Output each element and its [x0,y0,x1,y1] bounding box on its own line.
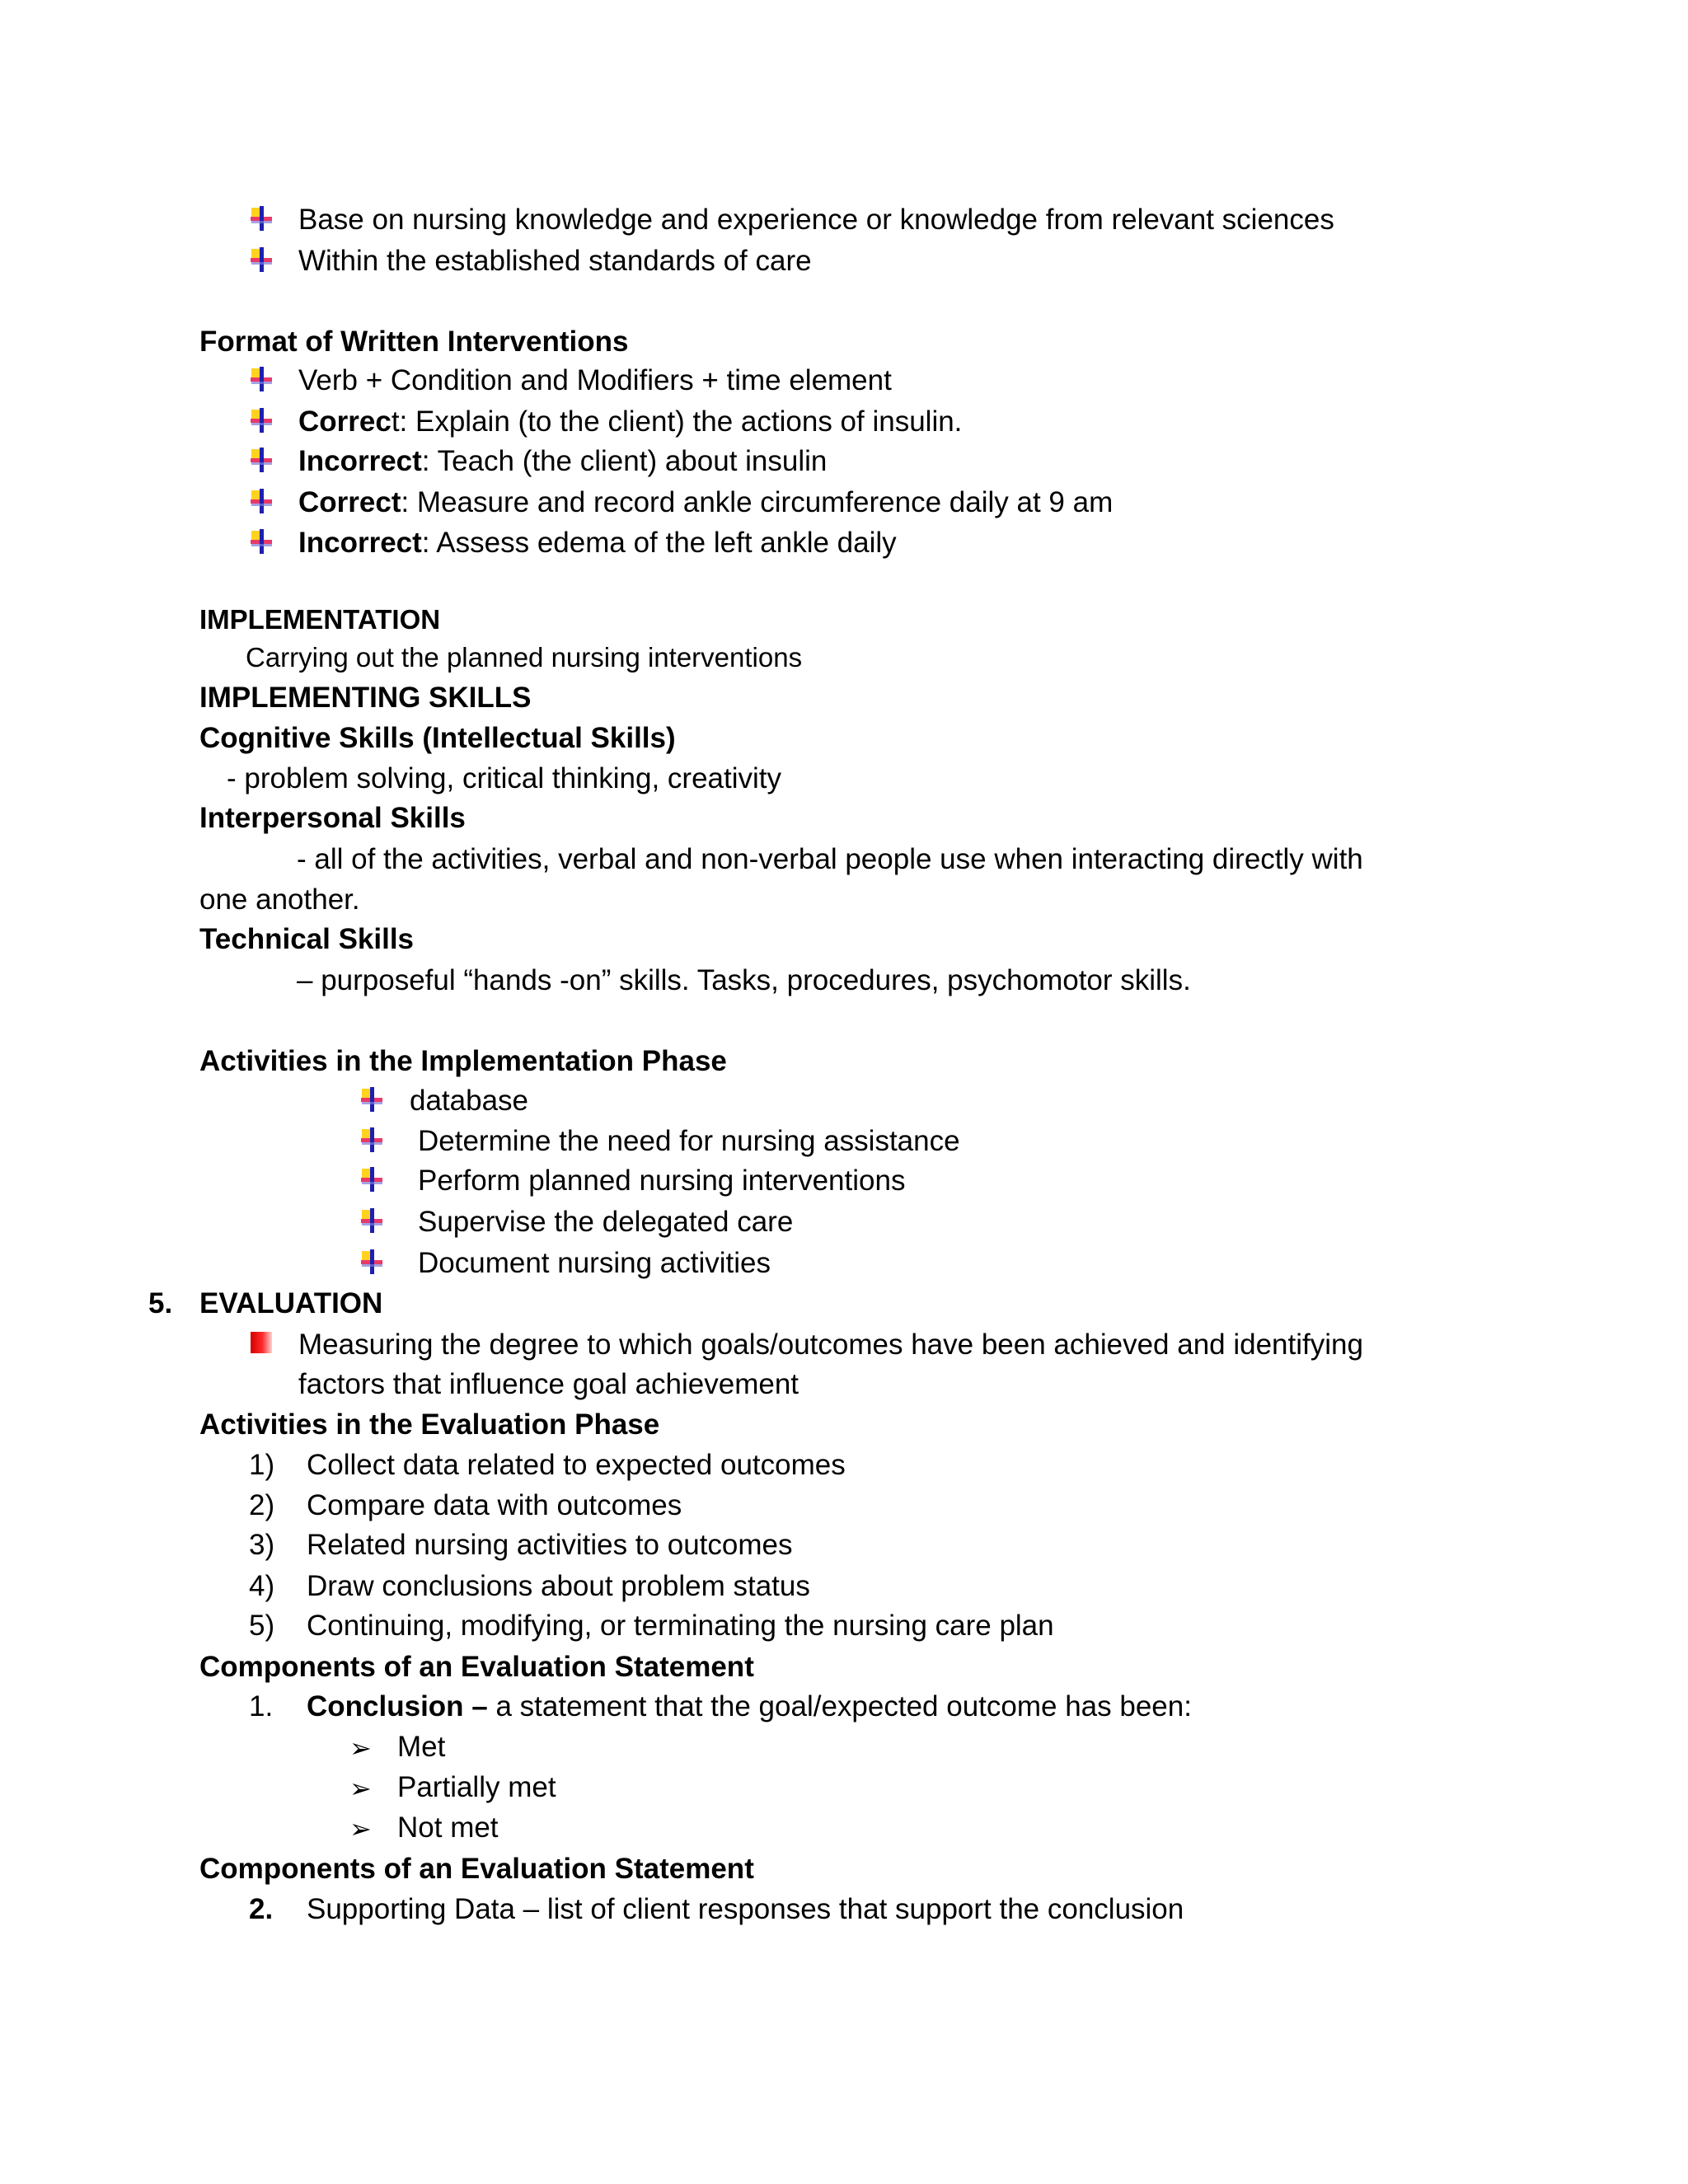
evaluation-definition-cont: factors that influence goal achievement [298,1368,799,1400]
criteria-item: Base on nursing knowledge and experience or knowledge from relevant sciences [298,204,1334,236]
arrow-bullet-icon: ➢ [349,1814,372,1844]
format-item: Incorrect: Assess edema of the left ankle daily [298,527,897,559]
conclusion-option: Met [397,1731,446,1763]
evaluation-activity: Compare data with outcomes [307,1489,682,1521]
technical-skills-heading: Technical Skills [199,923,415,955]
conclusion-option: Partially met [397,1771,556,1803]
conclusion-number: 1. [249,1690,274,1722]
evaluation-activity-number: 1) [249,1449,275,1481]
evaluation-activity-number: 5) [249,1610,275,1642]
format-heading: Format of Written Interventions [199,326,629,358]
evaluation-activity: Related nursing activities to outcomes [307,1529,793,1561]
format-item: Correct: Measure and record ankle circumference daily at 9 am [298,486,1114,518]
format-item: Correct: Explain (to the client) the actions of insulin. [298,405,963,438]
plus-bullet-icon [249,446,274,474]
cognitive-skills-text: - problem solving, critical thinking, creativity [227,762,782,794]
implementation-activity: Perform planned nursing interventions [418,1165,906,1197]
implementation-activity: database [410,1085,529,1117]
evaluation-activity: Continuing, modifying, or terminating the nursing care plan [307,1610,1054,1642]
evaluation-activities-heading: Activities in the Evaluation Phase [199,1408,660,1441]
evaluation-definition: Measuring the degree to which goals/outcomes have been achieved and identifying [298,1329,1363,1361]
cognitive-skills-heading: Cognitive Skills (Intellectual Skills) [199,722,676,754]
plus-bullet-icon [359,1085,384,1113]
implementation-activity: Supervise the delegated care [418,1206,794,1238]
implementation-activity: Document nursing activities [418,1247,771,1279]
interpersonal-skills-text-cont: one another. [199,883,360,916]
evaluation-activity-number: 4) [249,1570,275,1602]
plus-bullet-icon [249,487,274,515]
evaluation-activity-number: 3) [249,1529,275,1561]
components-heading: Components of an Evaluation Statement [199,1853,754,1885]
red-square-bullet-icon [251,1332,272,1353]
components-heading: Components of an Evaluation Statement [199,1651,754,1683]
evaluation-activity: Collect data related to expected outcomes [307,1449,846,1481]
supporting-data-number: 2. [249,1893,274,1925]
arrow-bullet-icon: ➢ [349,1774,372,1803]
plus-bullet-icon [249,406,274,434]
technical-skills-text: – purposeful “hands -on” skills. Tasks, procedures, psychomotor skills. [297,964,1191,996]
evaluation-activity: Draw conclusions about problem status [307,1570,810,1602]
plus-bullet-icon [359,1207,384,1235]
evaluation-number: 5. [148,1287,173,1319]
implementation-activity: Determine the need for nursing assistance [418,1125,960,1157]
plus-bullet-icon [359,1165,384,1193]
supporting-data-line: Supporting Data – list of client responses that support the conclusion [307,1893,1184,1925]
plus-bullet-icon [249,246,274,274]
implementation-heading: IMPLEMENTATION [199,604,441,635]
plus-bullet-icon [249,527,274,555]
conclusion-option: Not met [397,1811,499,1844]
arrow-bullet-icon: ➢ [349,1733,372,1763]
implementation-activities-heading: Activities in the Implementation Phase [199,1045,727,1077]
plus-bullet-icon [359,1248,384,1276]
format-item: Verb + Condition and Modifiers + time element [298,364,892,396]
format-item: Incorrect: Teach (the client) about insulin [298,445,828,477]
plus-bullet-icon [249,365,274,393]
criteria-item: Within the established standards of care [298,245,812,277]
implementing-skills-heading: IMPLEMENTING SKILLS [199,682,532,714]
evaluation-activity-number: 2) [249,1489,275,1521]
interpersonal-skills-heading: Interpersonal Skills [199,802,466,834]
conclusion-line: Conclusion – a statement that the goal/expected outcome has been: [307,1690,1192,1722]
interpersonal-skills-text: - all of the activities, verbal and non-verbal people use when interacting directly with [297,843,1363,875]
evaluation-heading: EVALUATION [199,1287,383,1319]
plus-bullet-icon [359,1126,384,1154]
plus-bullet-icon [249,204,274,232]
implementation-definition: Carrying out the planned nursing interventions [246,642,803,673]
